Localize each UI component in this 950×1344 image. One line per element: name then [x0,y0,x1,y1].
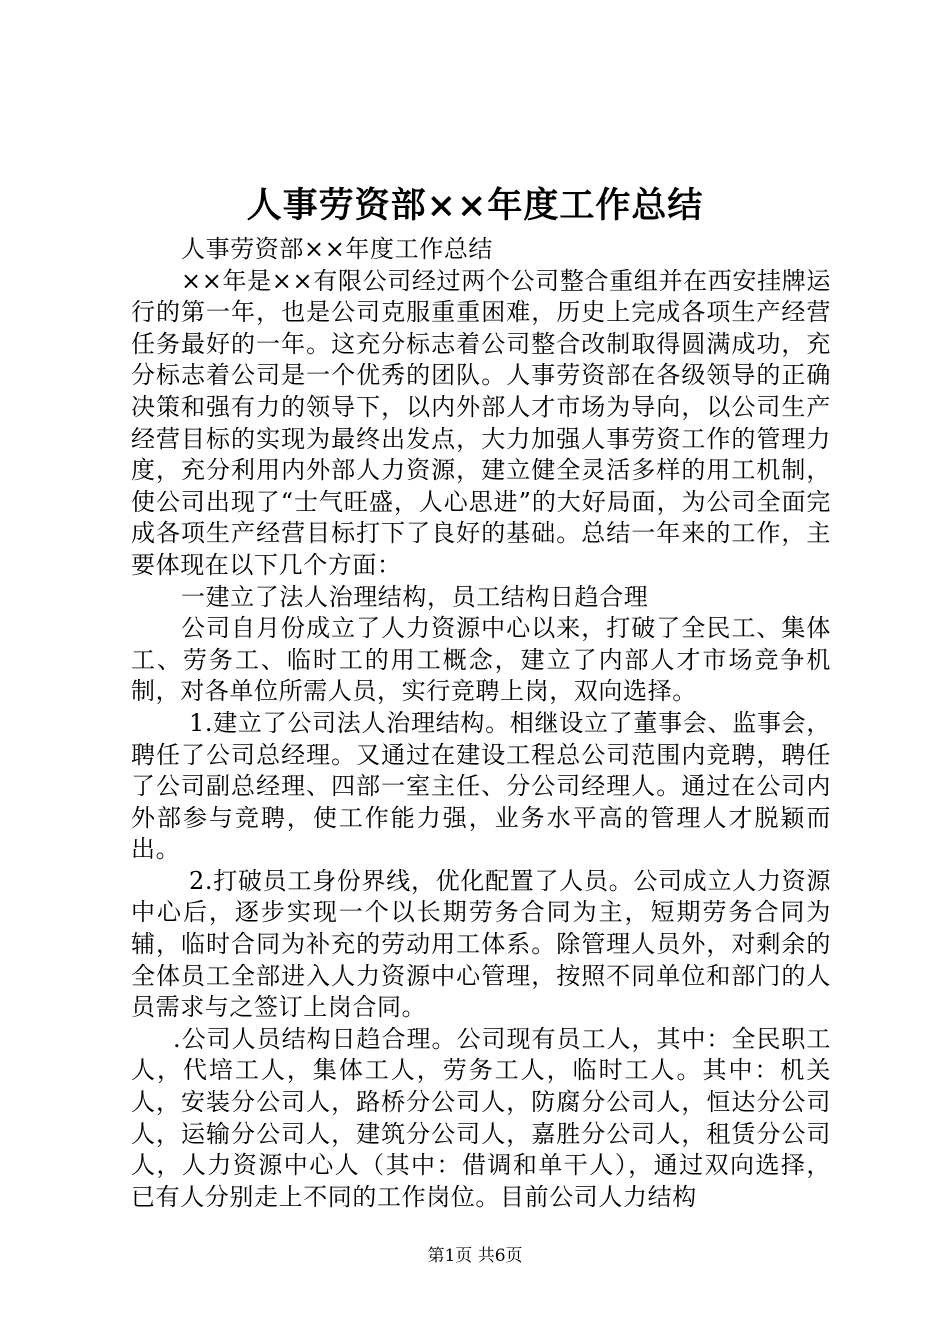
document-body [131,234,831,1213]
section-heading: 一建立了法人治理结构，员工结构日趋合理 [181,582,649,611]
page-number-footer: 第1页 共6页 [427,1246,523,1266]
item-2-paragraph: 2.打破员工身份界线，优化配置了人员。公司成立人力资源中心后，逐步实现一个以长期劳务合同为主，短期劳务合同为辅，临时合同为补充的劳动用工体系。除管理人员外，对剩余的全体员工全部进入人力资源中心管理，按照不同单位和部门的人员需求与之签订上岗合同。 [131,866,831,1022]
intro-paragraph: ××年是××有限公司经过两个公司整合重组并在西安挂牌运行的第一年，也是公司克服重重困难，历史上完成各项生产经营任务最好的一年。这充分标志着公司整合改制取得圆满成功，充分标志着公司是一个优秀的团队。人事劳资部在各级领导的正确决策和强有力的领导下，以内外部人才市场为导向，以公司生产经营目标的实现为最终出发点，大力加强人事劳资工作的管理力度，充分利用内外部人力资源，建立健全灵活多样的用工机制，使公司出现了“士气旺盛，人心思进”的大好局面，为公司全面完成各项生产经营目标打下了良好的基础。总结一年来的工作，主要体现在以下几个方面： [131,266,831,579]
item-1-paragraph: 1.建立了公司法人治理结构。相继设立了董事会、监事会，聘任了公司总经理。又通过在建设工程总公司范围内竞聘，聘任了公司副总经理、四部一室主任、分公司经理人。通过在公司内外部参与竞聘，使工作能力强，业务水平高的管理人才脱颖而出。 [131,708,831,864]
document-title: 人事劳资部××年度工作总结 [246,185,704,226]
subtitle-paragraph: 人事劳资部××年度工作总结 [181,235,494,263]
item-3-paragraph: .公司人员结构日趋合理。公司现有员工人，其中：全民职工人，代培工人，集体工人，劳务工人，临时工人。其中：机关人，安装分公司人，路桥分公司人，防腐分公司人，恒达分公司人，运输分公司人，建筑分公司人，嘉胜分公司人，租赁分公司人，人力资源中心人（其中：借调和单干人），通过双向选择，已有人分别走上不同的工作岗位。目前公司人力结构 [131,1024,831,1211]
section-paragraph: 公司自月份成立了人力资源中心以来，打破了全民工、集体工、劳务工、临时工的用工概念，建立了内部人才市场竞争机制，对各单位所需人员，实行竞聘上岗，双向选择。 [131,614,831,706]
